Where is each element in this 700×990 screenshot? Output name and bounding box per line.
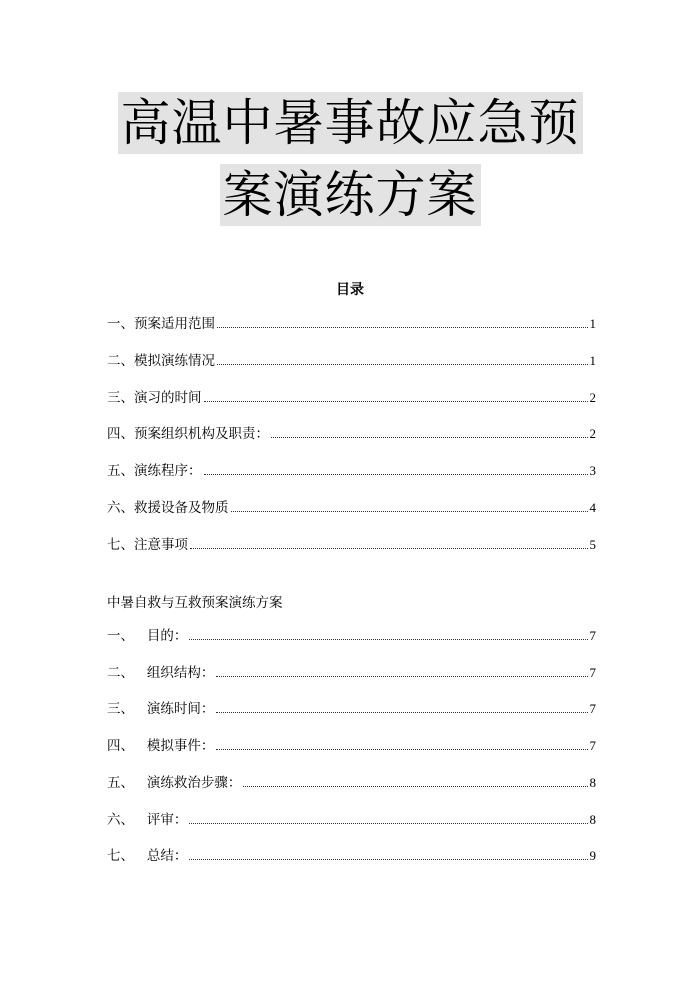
toc-page-number: 1 bbox=[589, 353, 596, 368]
toc-entry[interactable] bbox=[107, 424, 596, 442]
section-heading: 中暑自救与互救预案演练方案 bbox=[107, 595, 283, 611]
toc-leader bbox=[216, 675, 587, 677]
toc-entry[interactable] bbox=[107, 351, 596, 369]
toc-entry[interactable] bbox=[107, 461, 596, 479]
toc-leader bbox=[204, 400, 588, 402]
toc-page-number: 8 bbox=[589, 812, 596, 827]
toc-entry-label: 五、 演练救治步骤： bbox=[107, 775, 242, 791]
toc-entry-label: 七、 总结： bbox=[107, 848, 188, 864]
title-text-2: 案演练方案 bbox=[220, 164, 481, 226]
toc-leader bbox=[231, 510, 588, 512]
toc-leader bbox=[190, 547, 588, 549]
toc-page-number: 7 bbox=[589, 701, 596, 716]
toc-leader bbox=[217, 326, 588, 328]
toc-entry-label: 三、演习的时间 bbox=[107, 390, 202, 406]
toc-leader bbox=[216, 748, 587, 750]
toc-entry[interactable] bbox=[107, 699, 596, 717]
toc-entry-label: 四、预案组织机构及职责： bbox=[107, 426, 269, 442]
toc-entry[interactable] bbox=[107, 498, 596, 516]
toc-entry[interactable] bbox=[107, 663, 596, 681]
toc-entry[interactable] bbox=[107, 626, 596, 644]
toc-page-number: 1 bbox=[589, 316, 596, 331]
toc-entry-label: 七、注意事项 bbox=[107, 537, 188, 553]
toc-page-number: 7 bbox=[589, 628, 596, 643]
toc-leader bbox=[189, 822, 587, 824]
toc-entry-label: 六、救援设备及物质 bbox=[107, 500, 229, 516]
toc-entry-label: 一、预案适用范围 bbox=[107, 316, 215, 332]
toc-page-number: 4 bbox=[589, 500, 596, 515]
document-title-line-2 bbox=[0, 164, 700, 226]
toc-leader bbox=[271, 436, 588, 438]
toc-entry[interactable] bbox=[107, 314, 596, 332]
toc-entry-label: 四、 模拟事件： bbox=[107, 738, 215, 754]
toc-entry[interactable] bbox=[107, 535, 596, 553]
toc-leader bbox=[217, 363, 588, 365]
toc-page-number: 9 bbox=[589, 848, 596, 863]
toc-page-number: 7 bbox=[589, 665, 596, 680]
toc-leader bbox=[216, 711, 587, 713]
toc-leader bbox=[243, 785, 587, 787]
document-title-line-1 bbox=[0, 92, 700, 154]
toc-entry[interactable] bbox=[107, 810, 596, 828]
toc-leader bbox=[189, 858, 587, 860]
toc-entry-label: 五、演练程序： bbox=[107, 463, 202, 479]
toc-page-number: 8 bbox=[589, 775, 596, 790]
title-text-1: 高温中暑事故应急预 bbox=[118, 92, 583, 154]
toc-leader bbox=[189, 638, 587, 640]
toc-page-number: 2 bbox=[589, 390, 596, 405]
toc-page-number: 5 bbox=[589, 537, 596, 552]
toc-entry[interactable] bbox=[107, 846, 596, 864]
toc-page-number: 2 bbox=[589, 426, 596, 441]
toc-heading: 目录 bbox=[336, 282, 364, 298]
toc-entry-label: 六、 评审： bbox=[107, 812, 188, 828]
toc-entry-label: 二、 组织结构： bbox=[107, 665, 215, 681]
toc-entry-label: 三、 演练时间： bbox=[107, 701, 215, 717]
toc-entry[interactable] bbox=[107, 388, 596, 406]
toc-entry[interactable] bbox=[107, 773, 596, 791]
toc-entry-label: 一、 目的： bbox=[107, 628, 188, 644]
toc-entry-label: 二、模拟演练情况 bbox=[107, 353, 215, 369]
toc-page-number: 3 bbox=[589, 463, 596, 478]
toc-leader bbox=[204, 473, 588, 475]
toc-entry[interactable] bbox=[107, 736, 596, 754]
toc-page-number: 7 bbox=[589, 738, 596, 753]
